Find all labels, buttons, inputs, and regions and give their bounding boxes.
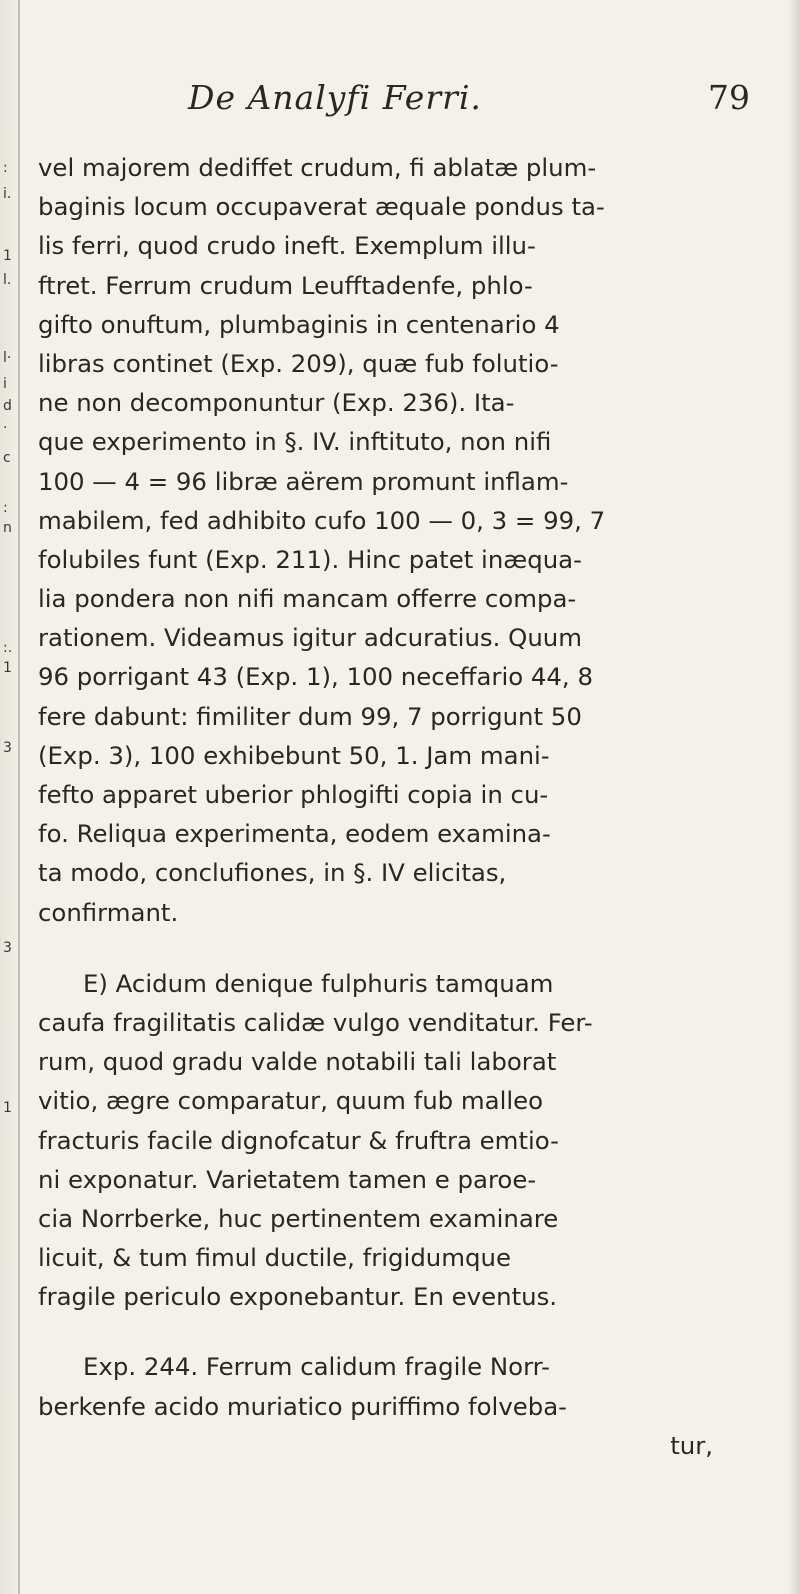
text-line: 96 porrigant 43 (Exp. 1), 100 neceffario 44, 8 [38,662,593,692]
gutter-mark: :. [3,640,13,656]
gutter-mark: l· [3,350,12,366]
gutter-mark: · [3,420,8,436]
gutter-mark: 3 [3,740,12,756]
gutter-mark: i [3,376,7,392]
gutter-mark: 1 [3,1100,12,1116]
text-line: ftret. Ferrum crudum Leufftadenfe, phlo- [38,270,533,300]
page-header [0,78,800,124]
catchword: tur, [670,1430,713,1460]
text-line: fo. Reliqua experimenta, eodem examina- [38,819,551,849]
gutter-mark: l. [3,272,12,288]
text-line: vitio, ægre comparatur, quum fub malleo [38,1086,544,1116]
text-line: confirmant. [38,897,179,927]
gutter-mark: i. [3,186,12,202]
text-line: ne non decomponuntur (Exp. 236). Ita- [38,388,515,418]
text-line: gifto onuftum, plumbaginis in centenario 4 [38,309,560,339]
text-line: licuit, & tum fimul ductile, frigidumque [38,1243,511,1273]
text-line: lis ferri, quod crudo ineft. Exemplum illu- [38,231,536,261]
text-line: ta modo, conclufiones, in §. IV elicitas, [38,858,507,888]
text-line: ni exponatur. Varietatem tamen e paroe- [38,1164,537,1194]
paragraph-analysis [38,148,763,932]
text-line: baginis locum occupaverat æquale pondus ta- [38,192,605,222]
text-line: lia pondera non nifi mancam offerre compa- [38,584,577,614]
gutter-mark: c [3,450,11,466]
binding-edge [18,0,20,1594]
gutter-mark: 3 [3,940,12,956]
main-text [38,148,763,1465]
page-right-edge [788,0,800,1594]
gutter-mark: : [3,500,8,516]
text-line: fefto apparet uberior phlogifti copia in cu- [38,780,549,809]
paragraph-acidum [38,964,763,1317]
gutter-mark: 1 [3,660,12,676]
paragraph-experiment [38,1347,763,1465]
text-line: rum, quod gradu valde notabili tali laborat [38,1047,557,1077]
text-line: que experimento in §. IV. inftituto, non nifi [38,427,552,457]
gutter-mark: : [3,160,8,176]
gutter-mark: n [3,520,12,536]
text-line: vel majorem dediffet crudum, fi ablatæ plum- [38,153,597,182]
page-number: 79 [708,78,750,117]
text-line: 100 — 4 = 96 libræ aërem promunt inflam- [38,466,569,496]
paragraph-gap [38,1316,763,1347]
text-line: mabilem, fed adhibito cufo 100 — 0, 3 = 99, 7 [38,505,606,535]
text-line: fere dabunt: fimiliter dum 99, 7 porrigunt 50 [38,701,582,731]
text-line: fragile periculo exponebantur. En eventus. [38,1282,558,1312]
text-line: libras continet (Exp. 209), quæ fub folutio- [38,348,559,378]
text-line: berkenfe acido muriatico puriffimo folveba- [38,1391,567,1421]
text-line: rationem. Videamus igitur adcuratius. Quum [38,623,583,653]
text-line: cia Norrberke, huc pertinentem examinare [38,1203,559,1233]
text-line: Exp. 244. Ferrum calidum fragile Norr- [83,1352,550,1382]
text-line: E) Acidum denique fulphuris tamquam [83,968,554,998]
text-line: (Exp. 3), 100 exhibebunt 50, 1. Jam mani- [38,740,550,770]
text-line: caufa fragilitatis calidæ vulgo venditatur. Fer- [38,1007,593,1037]
running-title: De Analyfi Ferri. [188,78,482,117]
gutter-mark: d [3,398,12,414]
gutter-mark: 1 [3,248,12,264]
text-line: folubiles funt (Exp. 211). Hinc patet inæqua- [38,544,582,574]
paragraph-gap [38,932,763,964]
text-line: fracturis facile dignofcatur & fruftra emtio- [38,1125,559,1155]
